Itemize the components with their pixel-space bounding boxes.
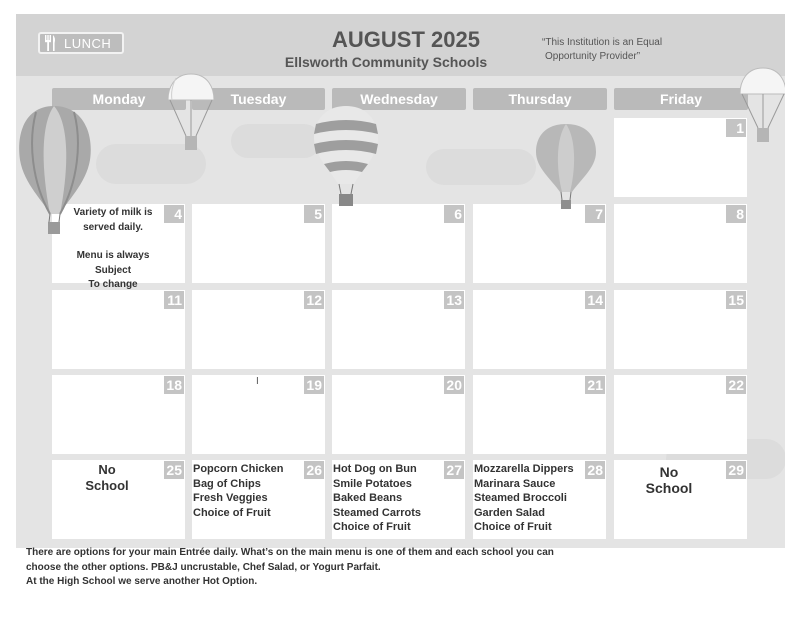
- no-school-label: [52, 462, 162, 494]
- parachute-balloon-illustration: [738, 66, 785, 148]
- menu-item: Mozzarella Dippers: [474, 463, 574, 475]
- footer-line-3: At the High School we serve another Hot Option.: [26, 576, 258, 587]
- no-school-line-2: School: [85, 478, 129, 493]
- menu-item: Bag of Chips: [193, 477, 261, 490]
- day-cell-11: [52, 290, 185, 369]
- menu-item: Marinara Sauce: [474, 477, 556, 490]
- day-cell-20: [332, 375, 465, 454]
- no-school-line-1: No: [659, 464, 679, 480]
- menu-list: [193, 462, 283, 520]
- day-header-friday: Friday: [614, 88, 748, 110]
- date-number: 6: [444, 205, 464, 223]
- date-number: 26: [304, 461, 324, 479]
- menu-item: Choice of Fruit: [474, 521, 552, 533]
- day-cell-8: [614, 204, 747, 283]
- lunch-logo: [38, 32, 124, 54]
- cloud: [426, 149, 536, 185]
- day-header-tuesday: Tuesday: [192, 88, 325, 110]
- date-number: 22: [726, 376, 746, 394]
- date-number: 20: [444, 376, 464, 394]
- day-cell-6: [332, 204, 465, 283]
- cloud: [231, 124, 321, 158]
- day-cell-26: [192, 460, 325, 539]
- date-number: 14: [585, 291, 605, 309]
- hot-air-balloon-illustration: [534, 122, 598, 212]
- date-number: 7: [585, 205, 605, 223]
- day-cell-25: [52, 460, 185, 539]
- date-number: 28: [585, 461, 605, 479]
- day-cell-13: [332, 290, 465, 369]
- fork-knife-icon: [40, 34, 60, 52]
- menu-list: [474, 462, 574, 535]
- footer-note: [26, 546, 586, 590]
- menu-item: Choice of Fruit: [193, 506, 271, 519]
- equal-line-1: “This Institution is an Equal: [542, 37, 663, 48]
- date-number: 13: [444, 291, 464, 309]
- date-number: 15: [726, 291, 746, 309]
- no-school-line-1: No: [98, 462, 116, 477]
- menu-item: Choice of Fruit: [333, 521, 411, 533]
- date-number: 25: [164, 461, 184, 479]
- menu-item: Smile Potatoes: [333, 477, 412, 490]
- subject-note-line-1: Menu is always Subject: [76, 250, 150, 276]
- day-cell-15: [614, 290, 747, 369]
- subject-note-line-2: To change: [88, 279, 138, 290]
- date-number: 4: [164, 205, 184, 223]
- day-cell-22: [614, 375, 747, 454]
- no-school-label: [614, 464, 724, 496]
- month-title: AUGUST 2025: [332, 27, 480, 52]
- date-number: 27: [444, 461, 464, 479]
- day-cell-29: [614, 460, 747, 539]
- day-cell-1: [614, 118, 747, 197]
- menu-item: Fresh Veggies: [193, 492, 268, 504]
- date-number: 5: [304, 205, 324, 223]
- menu-item: Steamed Carrots: [333, 506, 422, 519]
- day-header-wednesday: Wednesday: [332, 88, 466, 110]
- menu-item: Popcorn Chicken: [193, 463, 284, 475]
- hot-air-balloon-illustration: [16, 102, 96, 252]
- date-number: 18: [164, 376, 184, 394]
- day-cell-18: [52, 375, 185, 454]
- date-number: 19: [304, 376, 324, 394]
- day-cell-28: [473, 460, 606, 539]
- day-header-thursday: Thursday: [473, 88, 607, 110]
- day-cell-5: [192, 204, 325, 283]
- equal-line-2: Opportunity Provider”: [545, 51, 641, 62]
- menu-item: Garden Salad: [474, 506, 545, 519]
- text-cursor-mark: I: [256, 376, 259, 387]
- day-header-monday: Monday: [52, 88, 186, 110]
- district-name: Ellsworth Community Schools: [284, 54, 488, 70]
- date-number: 12: [304, 291, 324, 309]
- date-number: 8: [726, 205, 746, 223]
- logo-label: LUNCH: [64, 35, 112, 51]
- date-number: 11: [164, 291, 184, 309]
- footer-line-2: choose the other options. PB&J uncrustable, Chef Salad, or Yogurt Parfait.: [26, 561, 381, 573]
- calendar-sheet: [16, 14, 785, 548]
- menu-item: Baked Beans: [333, 492, 403, 504]
- day-cell-14: [473, 290, 606, 369]
- menu-item: Hot Dog on Bun: [333, 463, 417, 475]
- menu-item: Steamed Broccoli: [474, 492, 567, 504]
- menu-list: [333, 462, 421, 535]
- striped-balloon-illustration: [312, 104, 380, 212]
- equal-opportunity-statement: [542, 36, 692, 64]
- date-number: 1: [726, 119, 746, 137]
- no-school-line-2: School: [645, 480, 693, 496]
- day-cell-27: [332, 460, 465, 539]
- date-number: 29: [726, 461, 746, 479]
- day-cell-21: [473, 375, 606, 454]
- parachute-balloon-illustration: [166, 72, 216, 154]
- day-cell-7: [473, 204, 606, 283]
- milk-note: Variety of milk is served daily.: [73, 207, 153, 233]
- footer-line-1: There are options for your main Entrée daily. What’s on the main menu is one of them and each school you can: [26, 547, 554, 558]
- day-cell-12: [192, 290, 325, 369]
- date-number: 21: [585, 376, 605, 394]
